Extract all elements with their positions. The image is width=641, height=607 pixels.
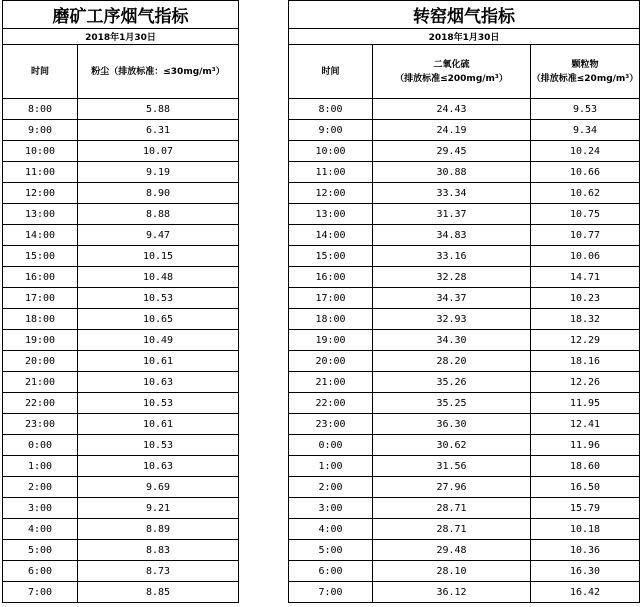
kiln-cell-col1: 36.12	[373, 582, 531, 603]
kiln-cell-col1: 30.88	[373, 162, 531, 183]
grinding-cell-col0: 16:00	[3, 267, 78, 288]
kiln-col-pm-header	[531, 45, 640, 99]
kiln-cell-col1: 29.45	[373, 141, 531, 162]
grinding-cell-col0: 18:00	[3, 309, 78, 330]
grinding-cell-col1: 8.88	[78, 204, 239, 225]
kiln-cell-col2: 12.26	[531, 372, 640, 393]
kiln-table-row	[289, 267, 640, 288]
grinding-cell-col1: 8.85	[78, 582, 239, 603]
kiln-cell-col1: 35.25	[373, 393, 531, 414]
grinding-table-row	[3, 372, 239, 393]
kiln-cell-col0: 3:00	[289, 498, 373, 519]
kiln-cell-col0: 19:00	[289, 330, 373, 351]
kiln-table-row	[289, 330, 640, 351]
kiln-table-row	[289, 561, 640, 582]
grinding-cell-col0: 8:00	[3, 99, 78, 120]
kiln-cell-col1: 33.16	[373, 246, 531, 267]
kiln-cell-col2: 10.75	[531, 204, 640, 225]
grinding-table-row	[3, 141, 239, 162]
kiln-cell-col2: 15.79	[531, 498, 640, 519]
kiln-cell-col0: 10:00	[289, 141, 373, 162]
kiln-cell-col1: 32.28	[373, 267, 531, 288]
grinding-cell-col1: 10.49	[78, 330, 239, 351]
kiln-cell-col1: 31.56	[373, 456, 531, 477]
kiln-cell-col2: 10.66	[531, 162, 640, 183]
kiln-cell-col0: 5:00	[289, 540, 373, 561]
kiln-cell-col2: 18.60	[531, 456, 640, 477]
kiln-table-row	[289, 477, 640, 498]
grinding-cell-col1: 8.83	[78, 540, 239, 561]
grinding-cell-col1: 10.15	[78, 246, 239, 267]
grinding-cell-col1: 10.61	[78, 351, 239, 372]
kiln-table-row	[289, 120, 640, 141]
grinding-table-row	[3, 330, 239, 351]
grinding-cell-col0: 21:00	[3, 372, 78, 393]
kiln-cell-col1: 35.26	[373, 372, 531, 393]
kiln-table-title: 转窑烟气指标	[289, 1, 640, 29]
grinding-col-dust-header: 粉尘（排放标准：≤30mg/m³）	[78, 45, 239, 99]
kiln-cell-col2: 12.41	[531, 414, 640, 435]
grinding-cell-col0: 3:00	[3, 498, 78, 519]
grinding-cell-col0: 12:00	[3, 183, 78, 204]
kiln-cell-col2: 18.16	[531, 351, 640, 372]
grinding-cell-col1: 10.63	[78, 456, 239, 477]
kiln-cell-col2: 12.29	[531, 330, 640, 351]
grinding-cell-col0: 13:00	[3, 204, 78, 225]
kiln-cell-col2: 10.18	[531, 519, 640, 540]
grinding-cell-col1: 10.53	[78, 435, 239, 456]
grinding-cell-col0: 22:00	[3, 393, 78, 414]
grinding-cell-col0: 6:00	[3, 561, 78, 582]
kiln-table-row	[289, 141, 640, 162]
kiln-cell-col1: 28.10	[373, 561, 531, 582]
grinding-cell-col1: 9.21	[78, 498, 239, 519]
kiln-table-row	[289, 351, 640, 372]
kiln-cell-col0: 23:00	[289, 414, 373, 435]
grinding-cell-col0: 14:00	[3, 225, 78, 246]
kiln-cell-col1: 34.83	[373, 225, 531, 246]
grinding-cell-col1: 10.07	[78, 141, 239, 162]
kiln-table-body	[289, 1, 640, 603]
grinding-cell-col1: 9.69	[78, 477, 239, 498]
kiln-cell-col0: 12:00	[289, 183, 373, 204]
grinding-table-row	[3, 309, 239, 330]
kiln-cell-col0: 4:00	[289, 519, 373, 540]
kiln-table-row	[289, 225, 640, 246]
kiln-cell-col2: 18.32	[531, 309, 640, 330]
kiln-table-row	[289, 288, 640, 309]
kiln-cell-col1: 34.37	[373, 288, 531, 309]
kiln-cell-col2: 10.06	[531, 246, 640, 267]
kiln-table-row	[289, 204, 640, 225]
grinding-cell-col0: 10:00	[3, 141, 78, 162]
grinding-table-row	[3, 477, 239, 498]
kiln-cell-col0: 14:00	[289, 225, 373, 246]
kiln-cell-col1: 34.30	[373, 330, 531, 351]
grinding-cell-col1: 10.53	[78, 393, 239, 414]
grinding-cell-col1: 8.90	[78, 183, 239, 204]
kiln-table-row	[289, 372, 640, 393]
grinding-cell-col0: 11:00	[3, 162, 78, 183]
grinding-table-row	[3, 267, 239, 288]
grinding-table-row	[3, 246, 239, 267]
grinding-cell-col0: 9:00	[3, 120, 78, 141]
kiln-cell-col0: 2:00	[289, 477, 373, 498]
grinding-table-date: 2018年1月30日	[3, 29, 239, 45]
kiln-cell-col1: 31.37	[373, 204, 531, 225]
grinding-table-row	[3, 99, 239, 120]
kiln-table-row	[289, 582, 640, 603]
kiln-cell-col1: 28.71	[373, 498, 531, 519]
grinding-cell-col0: 4:00	[3, 519, 78, 540]
grinding-cell-col0: 0:00	[3, 435, 78, 456]
kiln-cell-col2: 9.53	[531, 99, 640, 120]
kiln-table-row	[289, 498, 640, 519]
grinding-table-row	[3, 414, 239, 435]
pm-header-standard: （排放标准≤20mg/m³）	[531, 73, 639, 84]
kiln-table-row	[289, 162, 640, 183]
grinding-cell-col1: 8.73	[78, 561, 239, 582]
kiln-cell-col1: 24.43	[373, 99, 531, 120]
kiln-table-date: 2018年1月30日	[289, 29, 640, 45]
kiln-flue-gas-table	[288, 0, 640, 603]
grinding-col-time-header: 时间	[3, 45, 78, 99]
kiln-cell-col2: 10.62	[531, 183, 640, 204]
grinding-cell-col1: 10.61	[78, 414, 239, 435]
kiln-table-row	[289, 99, 640, 120]
grinding-cell-col1: 10.63	[78, 372, 239, 393]
grinding-table-row	[3, 435, 239, 456]
kiln-table-row	[289, 456, 640, 477]
grinding-cell-col0: 15:00	[3, 246, 78, 267]
grinding-cell-col0: 1:00	[3, 456, 78, 477]
kiln-table-row	[289, 246, 640, 267]
kiln-cell-col1: 32.93	[373, 309, 531, 330]
grinding-table-row	[3, 561, 239, 582]
kiln-table-row	[289, 519, 640, 540]
kiln-col-time-header: 时间	[289, 45, 373, 99]
grinding-table-row	[3, 225, 239, 246]
kiln-col-so2-header	[373, 45, 531, 99]
kiln-cell-col0: 22:00	[289, 393, 373, 414]
kiln-cell-col0: 6:00	[289, 561, 373, 582]
grinding-cell-col0: 19:00	[3, 330, 78, 351]
kiln-cell-col1: 24.19	[373, 120, 531, 141]
grinding-table-row	[3, 498, 239, 519]
kiln-table-row	[289, 309, 640, 330]
grinding-cell-col1: 10.65	[78, 309, 239, 330]
kiln-cell-col1: 29.48	[373, 540, 531, 561]
kiln-cell-col0: 9:00	[289, 120, 373, 141]
grinding-table-row	[3, 456, 239, 477]
grinding-table-row	[3, 183, 239, 204]
kiln-cell-col1: 36.30	[373, 414, 531, 435]
grinding-cell-col1: 8.89	[78, 519, 239, 540]
grinding-cell-col0: 23:00	[3, 414, 78, 435]
kiln-cell-col1: 28.20	[373, 351, 531, 372]
grinding-cell-col1: 10.48	[78, 267, 239, 288]
so2-header-standard: （排放标准≤200mg/m³）	[395, 73, 508, 84]
grinding-cell-col1: 9.47	[78, 225, 239, 246]
kiln-cell-col2: 9.34	[531, 120, 640, 141]
grinding-cell-col0: 7:00	[3, 582, 78, 603]
kiln-cell-col1: 27.96	[373, 477, 531, 498]
kiln-cell-col0: 16:00	[289, 267, 373, 288]
kiln-cell-col0: 11:00	[289, 162, 373, 183]
grinding-table-row	[3, 582, 239, 603]
kiln-cell-col1: 30.62	[373, 435, 531, 456]
grinding-table-title: 磨矿工序烟气指标	[3, 1, 239, 29]
grinding-table-row	[3, 540, 239, 561]
grinding-table-row	[3, 351, 239, 372]
grinding-table-row	[3, 393, 239, 414]
kiln-cell-col0: 7:00	[289, 582, 373, 603]
grinding-cell-col0: 20:00	[3, 351, 78, 372]
kiln-cell-col2: 10.24	[531, 141, 640, 162]
grinding-cell-col0: 17:00	[3, 288, 78, 309]
kiln-cell-col0: 17:00	[289, 288, 373, 309]
kiln-cell-col0: 1:00	[289, 456, 373, 477]
kiln-table-row	[289, 393, 640, 414]
kiln-cell-col2: 11.96	[531, 435, 640, 456]
kiln-cell-col0: 15:00	[289, 246, 373, 267]
kiln-cell-col0: 20:00	[289, 351, 373, 372]
grinding-cell-col0: 2:00	[3, 477, 78, 498]
grinding-table-row	[3, 120, 239, 141]
kiln-table-row	[289, 435, 640, 456]
kiln-cell-col0: 0:00	[289, 435, 373, 456]
kiln-cell-col2: 16.30	[531, 561, 640, 582]
grinding-flue-gas-table	[2, 0, 239, 603]
kiln-cell-col2: 14.71	[531, 267, 640, 288]
grinding-cell-col1: 5.88	[78, 99, 239, 120]
kiln-table-row	[289, 540, 640, 561]
kiln-cell-col2: 11.95	[531, 393, 640, 414]
pm-header-name: 颗粒物	[571, 59, 599, 70]
grinding-table-body	[3, 1, 239, 603]
kiln-cell-col2: 10.36	[531, 540, 640, 561]
grinding-table-row	[3, 519, 239, 540]
so2-header-name: 二氧化硫	[433, 59, 470, 70]
kiln-cell-col1: 33.34	[373, 183, 531, 204]
grinding-table-row	[3, 162, 239, 183]
grinding-cell-col1: 6.31	[78, 120, 239, 141]
kiln-table-row	[289, 414, 640, 435]
kiln-cell-col2: 16.42	[531, 582, 640, 603]
kiln-cell-col1: 28.71	[373, 519, 531, 540]
kiln-cell-col0: 8:00	[289, 99, 373, 120]
grinding-table-row	[3, 204, 239, 225]
grinding-cell-col0: 5:00	[3, 540, 78, 561]
kiln-cell-col0: 13:00	[289, 204, 373, 225]
kiln-table-row	[289, 183, 640, 204]
kiln-cell-col0: 21:00	[289, 372, 373, 393]
grinding-cell-col1: 9.19	[78, 162, 239, 183]
grinding-table-row	[3, 288, 239, 309]
kiln-cell-col2: 16.50	[531, 477, 640, 498]
kiln-cell-col0: 18:00	[289, 309, 373, 330]
kiln-cell-col2: 10.77	[531, 225, 640, 246]
kiln-cell-col2: 10.23	[531, 288, 640, 309]
grinding-cell-col1: 10.53	[78, 288, 239, 309]
